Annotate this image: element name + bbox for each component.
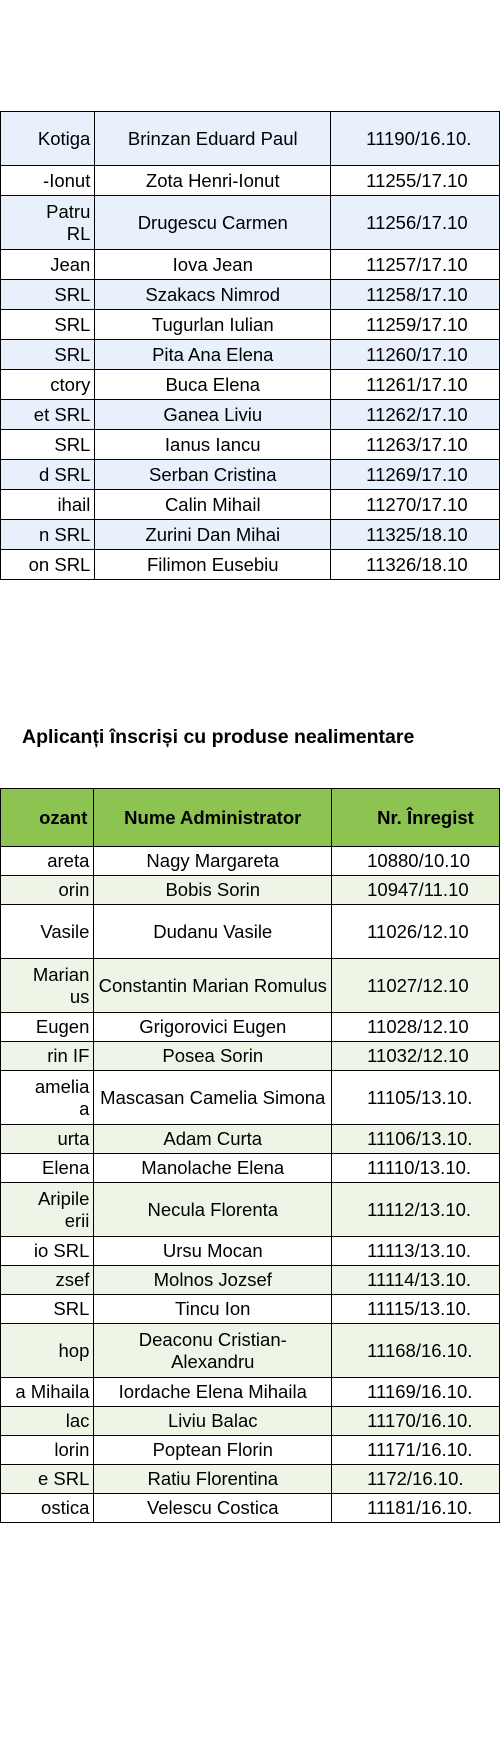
table-row xyxy=(1,1125,500,1154)
admin-name-cell: Mascasan Camelia Simona xyxy=(94,1071,332,1125)
admin-name-cell: Bobis Sorin xyxy=(94,876,332,905)
company-cell: ostica xyxy=(1,1494,94,1523)
table-row xyxy=(1,166,500,196)
table-row xyxy=(1,250,500,280)
applicants-table-non-food xyxy=(0,788,500,1523)
registration-number-cell: 11263/17.10 xyxy=(331,430,500,460)
registration-number-cell: 11169/16.10. xyxy=(332,1378,500,1407)
registration-number-cell: 11112/13.10. xyxy=(332,1183,500,1237)
company-cell: Eugen xyxy=(1,1013,94,1042)
admin-name-cell: Pita Ana Elena xyxy=(95,340,331,370)
admin-name-cell: Deaconu Cristian-Alexandru xyxy=(94,1324,332,1378)
registration-number-cell: 11168/16.10. xyxy=(332,1324,500,1378)
table-row xyxy=(1,1436,500,1465)
company-cell: SRL xyxy=(1,430,95,460)
company-cell: orin xyxy=(1,876,94,905)
admin-name-cell: Calin Mihail xyxy=(95,490,331,520)
company-cell: lorin xyxy=(1,1436,94,1465)
registration-number-cell: 11255/17.10 xyxy=(331,166,500,196)
admin-name-cell: Drugescu Carmen xyxy=(95,196,331,250)
company-cell: urta xyxy=(1,1125,94,1154)
table-row xyxy=(1,400,500,430)
company-cell: SRL xyxy=(1,280,95,310)
section-title: Aplicanți înscriși cu produse nealimentare xyxy=(22,726,415,748)
company-cell: Aripile erii xyxy=(1,1183,94,1237)
company-cell: lac xyxy=(1,1407,94,1436)
company-cell: amelia a xyxy=(1,1071,94,1125)
registration-number-cell: 10880/10.10 xyxy=(332,847,500,876)
company-cell: SRL xyxy=(1,1295,94,1324)
registration-number-cell: 11258/17.10 xyxy=(331,280,500,310)
registration-number-cell: 11262/17.10 xyxy=(331,400,500,430)
admin-name-cell: Grigorovici Eugen xyxy=(94,1013,332,1042)
admin-name-cell: Molnos Jozsef xyxy=(94,1266,332,1295)
table-header-row xyxy=(1,789,500,847)
table-row xyxy=(1,340,500,370)
registration-number-cell: 11257/17.10 xyxy=(331,250,500,280)
table-row xyxy=(1,1407,500,1436)
company-cell: on SRL xyxy=(1,550,95,580)
table-row xyxy=(1,196,500,250)
registration-number-cell: 11325/18.10 xyxy=(331,520,500,550)
company-cell: d SRL xyxy=(1,460,95,490)
table-row xyxy=(1,1237,500,1266)
registration-number-cell: 11171/16.10. xyxy=(332,1436,500,1465)
registration-number-cell: 11106/13.10. xyxy=(332,1125,500,1154)
admin-name-cell: Filimon Eusebiu xyxy=(95,550,331,580)
admin-name-cell: Zurini Dan Mihai xyxy=(95,520,331,550)
table-row xyxy=(1,905,500,959)
admin-name-cell: Liviu Balac xyxy=(94,1407,332,1436)
registration-number-cell: 11115/13.10. xyxy=(332,1295,500,1324)
company-cell: zsef xyxy=(1,1266,94,1295)
company-cell: Marian us xyxy=(1,959,94,1013)
table-row xyxy=(1,1465,500,1494)
admin-name-cell: Poptean Florin xyxy=(94,1436,332,1465)
admin-name-cell: Constantin Marian Romulus xyxy=(94,959,332,1013)
admin-name-cell: Brinzan Eduard Paul xyxy=(95,112,331,166)
registration-number-cell: 11026/12.10 xyxy=(332,905,500,959)
table-row xyxy=(1,1154,500,1183)
company-cell: hop xyxy=(1,1324,94,1378)
table-row xyxy=(1,310,500,340)
table-row xyxy=(1,1042,500,1071)
table-row xyxy=(1,1494,500,1523)
table-row xyxy=(1,1378,500,1407)
table-row xyxy=(1,112,500,166)
registration-number-cell: 11270/17.10 xyxy=(331,490,500,520)
admin-name-cell: Nagy Margareta xyxy=(94,847,332,876)
admin-name-cell: Ratiu Florentina xyxy=(94,1465,332,1494)
company-cell: ctory xyxy=(1,370,95,400)
company-cell: Vasile xyxy=(1,905,94,959)
applicants-table-1 xyxy=(0,111,500,580)
admin-name-cell: Adam Curta xyxy=(94,1125,332,1154)
table-row xyxy=(1,1013,500,1042)
registration-number-cell: 11181/16.10. xyxy=(332,1494,500,1523)
table-row xyxy=(1,280,500,310)
company-cell: Patru RL xyxy=(1,196,95,250)
company-cell: SRL xyxy=(1,310,95,340)
admin-name-cell: Iordache Elena Mihaila xyxy=(94,1378,332,1407)
admin-name-cell: Manolache Elena xyxy=(94,1154,332,1183)
admin-name-cell: Serban Cristina xyxy=(95,460,331,490)
registration-number-cell: 11256/17.10 xyxy=(331,196,500,250)
admin-name-cell: Iova Jean xyxy=(95,250,331,280)
header-admin-name: Nume Administrator xyxy=(94,789,332,847)
registration-number-cell: 10947/11.10 xyxy=(332,876,500,905)
table-row xyxy=(1,1266,500,1295)
table-row xyxy=(1,959,500,1013)
admin-name-cell: Ianus Iancu xyxy=(95,430,331,460)
registration-number-cell: 11170/16.10. xyxy=(332,1407,500,1436)
table-row xyxy=(1,490,500,520)
registration-number-cell: 11113/13.10. xyxy=(332,1237,500,1266)
registration-number-cell: 11259/17.10 xyxy=(331,310,500,340)
registration-number-cell: 11027/12.10 xyxy=(332,959,500,1013)
company-cell: rin IF xyxy=(1,1042,94,1071)
registration-number-cell: 11261/17.10 xyxy=(331,370,500,400)
registration-number-cell: 11190/16.10. xyxy=(331,112,500,166)
registration-number-cell: 11028/12.10 xyxy=(332,1013,500,1042)
company-cell: a Mihaila xyxy=(1,1378,94,1407)
header-company: ozant xyxy=(1,789,94,847)
admin-name-cell: Dudanu Vasile xyxy=(94,905,332,959)
admin-name-cell: Tincu Ion xyxy=(94,1295,332,1324)
admin-name-cell: Tugurlan Iulian xyxy=(95,310,331,340)
registration-number-cell: 11032/12.10 xyxy=(332,1042,500,1071)
company-cell: et SRL xyxy=(1,400,95,430)
table-row xyxy=(1,520,500,550)
table-row xyxy=(1,847,500,876)
registration-number-cell: 11269/17.10 xyxy=(331,460,500,490)
admin-name-cell: Ursu Mocan xyxy=(94,1237,332,1266)
header-registration-number: Nr. Înregist xyxy=(332,789,500,847)
company-cell: Jean xyxy=(1,250,95,280)
table-row xyxy=(1,1071,500,1125)
admin-name-cell: Buca Elena xyxy=(95,370,331,400)
company-cell: Kotiga xyxy=(1,112,95,166)
admin-name-cell: Velescu Costica xyxy=(94,1494,332,1523)
admin-name-cell: Zota Henri-Ionut xyxy=(95,166,331,196)
registration-number-cell: 11260/17.10 xyxy=(331,340,500,370)
registration-number-cell: 11114/13.10. xyxy=(332,1266,500,1295)
company-cell: e SRL xyxy=(1,1465,94,1494)
admin-name-cell: Ganea Liviu xyxy=(95,400,331,430)
table-row xyxy=(1,1324,500,1378)
table-row xyxy=(1,876,500,905)
admin-name-cell: Necula Florenta xyxy=(94,1183,332,1237)
admin-name-cell: Posea Sorin xyxy=(94,1042,332,1071)
table-row xyxy=(1,550,500,580)
registration-number-cell: 11110/13.10. xyxy=(332,1154,500,1183)
table-row xyxy=(1,370,500,400)
registration-number-cell: 11105/13.10. xyxy=(332,1071,500,1125)
company-cell: SRL xyxy=(1,340,95,370)
registration-number-cell: 1172/16.10. xyxy=(332,1465,500,1494)
company-cell: io SRL xyxy=(1,1237,94,1266)
admin-name-cell: Szakacs Nimrod xyxy=(95,280,331,310)
company-cell: n SRL xyxy=(1,520,95,550)
table-row xyxy=(1,460,500,490)
table-row xyxy=(1,1295,500,1324)
company-cell: areta xyxy=(1,847,94,876)
table-row xyxy=(1,1183,500,1237)
registration-number-cell: 11326/18.10 xyxy=(331,550,500,580)
company-cell: ihail xyxy=(1,490,95,520)
company-cell: -Ionut xyxy=(1,166,95,196)
company-cell: Elena xyxy=(1,1154,94,1183)
table-row xyxy=(1,430,500,460)
